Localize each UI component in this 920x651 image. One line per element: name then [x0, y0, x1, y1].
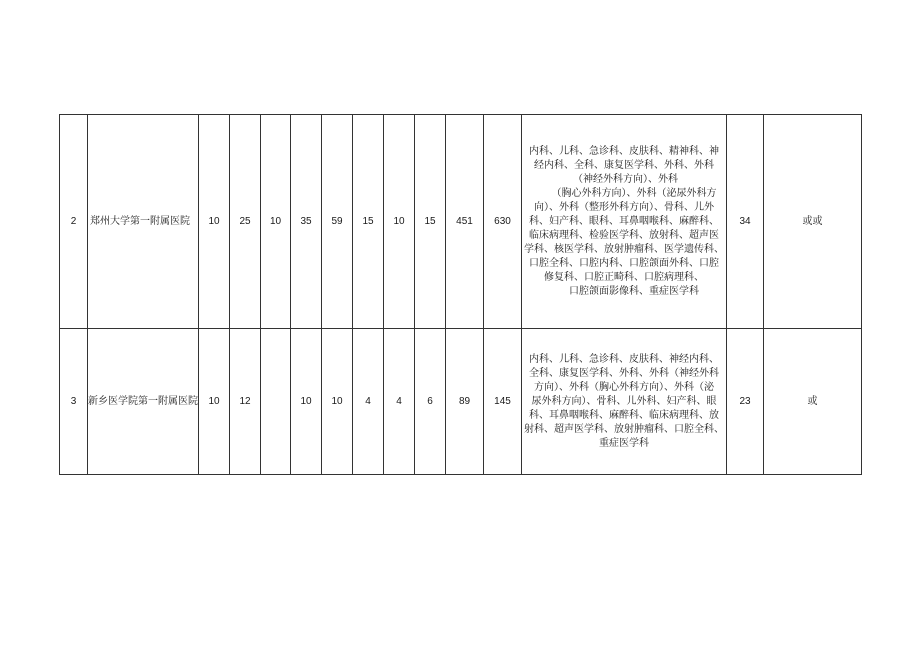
departments-line: 学科、核医学科、放射肿瘤科、医学遗传科、 [524, 243, 724, 255]
table-row [60, 329, 862, 475]
departments-line: 经内科、全科、康复医学科、外科、外科 [534, 159, 714, 171]
departments-line: 修复科、口腔正畸科、口腔病理科、 [544, 271, 704, 283]
quota-cell: 451 [446, 115, 484, 329]
departments-line: 内科、儿科、急诊科、皮肤科、精神科、神 [529, 145, 719, 157]
quota-cell: 10 [261, 115, 291, 329]
hospital-name: 郑州大学第一附属医院 [88, 115, 199, 329]
quota-cell: 10 [291, 329, 322, 475]
department-count: 34 [727, 115, 764, 329]
departments-line: 口腔颌面影像科、重症医学科 [569, 285, 699, 297]
quota-cell: 59 [322, 115, 353, 329]
departments-line: 方向）、外科（胸心外科方向）、外科（泌 [534, 381, 714, 393]
total-cell: 145 [484, 329, 522, 475]
quota-cell: 25 [230, 115, 261, 329]
row-seq: 3 [60, 329, 88, 475]
note-cell: 或或 [764, 115, 862, 329]
quota-cell: 10 [199, 115, 230, 329]
quota-cell: 12 [230, 329, 261, 475]
table-row [60, 115, 862, 329]
departments-cell [522, 329, 727, 475]
departments-line: 科、妇产科、眼科、耳鼻咽喉科、麻醉科、 [529, 215, 719, 227]
row-seq: 2 [60, 115, 88, 329]
quota-cell: 10 [384, 115, 415, 329]
departments-line: （神经外科方向）、外科 [573, 173, 678, 185]
quota-cell: 15 [415, 115, 446, 329]
departments-line: 射科、超声医学科、放射肿瘤科、口腔全科、 [524, 423, 724, 435]
quota-cell: 4 [384, 329, 415, 475]
departments-line: （胸心外科方向）、外科（泌尿外科方 [551, 187, 717, 199]
departments-line: 科、耳鼻咽喉科、麻醉科、临床病理科、放 [529, 409, 719, 421]
departments-line: 内科、儿科、急诊科、皮肤科、神经内科、 [529, 353, 719, 365]
quota-cell: 15 [353, 115, 384, 329]
quota-cell: 6 [415, 329, 446, 475]
note-cell: 或 [764, 329, 862, 475]
quota-cell: 10 [199, 329, 230, 475]
departments-line: 向）、外科（整形外科方向）、骨科、儿外 [534, 201, 714, 213]
quota-cell: 35 [291, 115, 322, 329]
department-count: 23 [727, 329, 764, 475]
quota-cell [261, 329, 291, 475]
departments-line: 尿外科方向）、骨科、儿外科、妇产科、眼 [531, 395, 717, 407]
departments-line: 全科、康复医学科、外科、外科（神经外科 [529, 367, 719, 379]
departments-line: 口腔全科、口腔内科、口腔颌面外科、口腔 [529, 257, 719, 269]
departments-cell [522, 115, 727, 329]
departments-line: 重症医学科 [599, 437, 649, 449]
departments-line: 临床病理科、检验医学科、放射科、超声医 [529, 229, 719, 241]
quota-cell: 10 [322, 329, 353, 475]
hospital-name: 新乡医学院第一附属医院 [88, 329, 199, 475]
quota-cell: 89 [446, 329, 484, 475]
quota-cell: 4 [353, 329, 384, 475]
quota-table [59, 114, 862, 475]
total-cell: 630 [484, 115, 522, 329]
